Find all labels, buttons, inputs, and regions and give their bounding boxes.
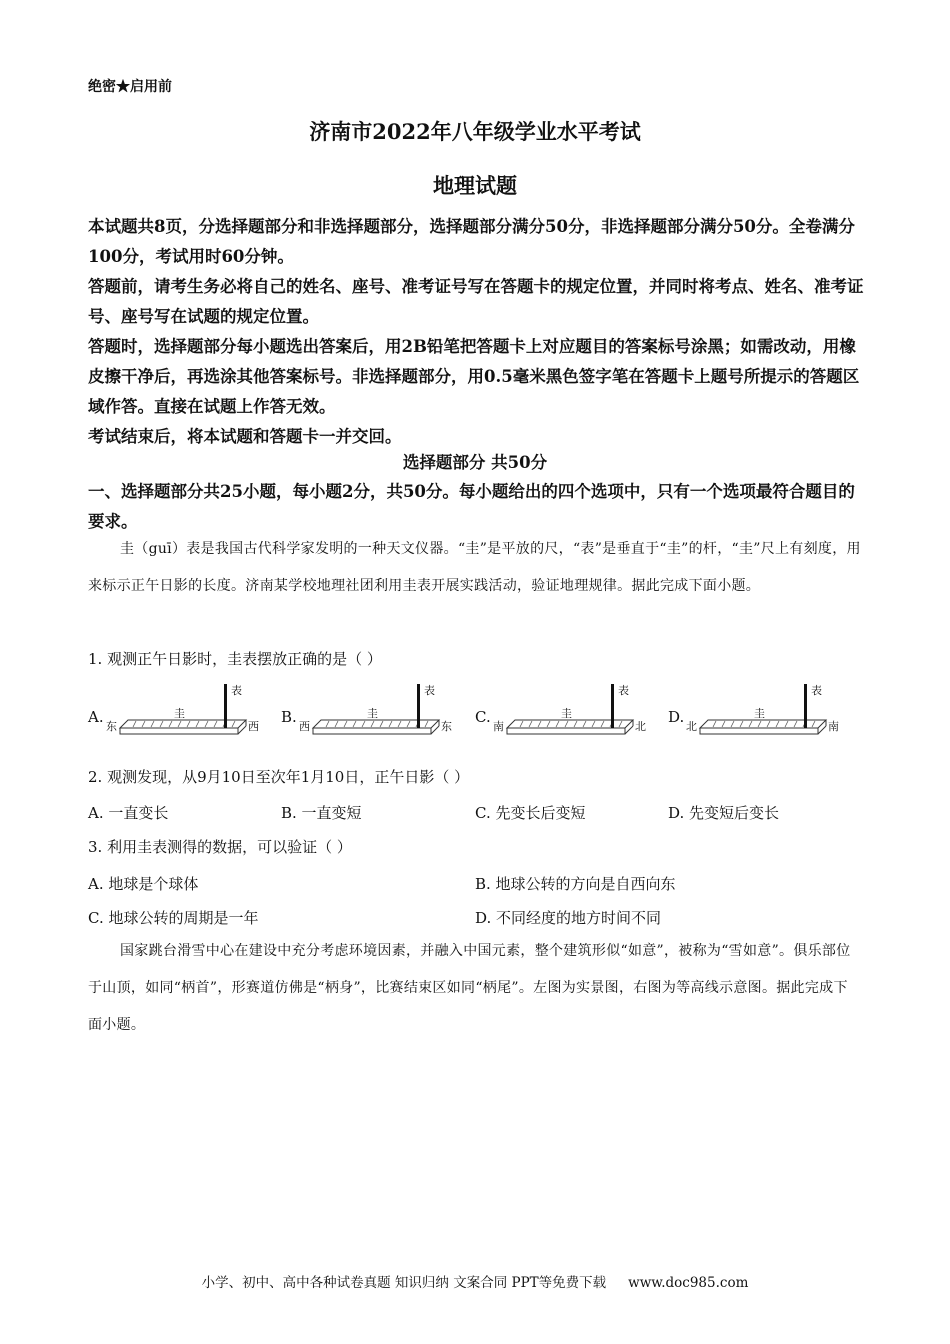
gui-tick [529, 721, 532, 727]
biao-label: 表 [811, 684, 822, 697]
gui-tick [151, 721, 154, 727]
gui-tick [142, 721, 145, 727]
gui-ruler-top [313, 720, 439, 728]
part1-title: 一、选择题部分共25小题，每小题2分，共50分。每小题给出的四个选项中，只有一个选项最符合题目的要求。 [88, 482, 855, 531]
gui-tick [196, 721, 199, 727]
gui-biao-diagram[interactable] [106, 680, 266, 746]
gui-ruler-top [120, 720, 246, 728]
direction-left-label: 南 [493, 720, 504, 733]
gui-ruler-top [700, 720, 826, 728]
gui-tick [362, 721, 365, 727]
gui-tick [160, 721, 163, 727]
q3-option-d[interactable]: D. 不同经度的地方时间不同 [475, 909, 662, 927]
q2-option-d[interactable]: D. 先变短后变长 [668, 804, 780, 822]
instructions [88, 212, 868, 452]
passage-snow-ruyi: 国家跳台滑雪中心在建设中充分考虑环境因素，并融入中国元素，整个建筑形似“如意”，被称为“雪如意”。俱乐部位于山顶，如同“柄首”，形赛道仿佛是“柄身”，比赛结束区如同“柄尾”。左图为实景图，右图为等高线示意图。据此完成下面小题。 [88, 943, 851, 1033]
gui-tick [178, 721, 181, 727]
gui-tick [389, 721, 392, 727]
q1-option-label[interactable]: D. [668, 708, 685, 726]
biao-label: 表 [618, 684, 629, 697]
gui-tick [335, 721, 338, 727]
gui-tick [556, 721, 559, 727]
gui-biao-figure [493, 680, 653, 746]
gui-biao-diagram[interactable] [686, 680, 846, 746]
direction-left-label: 东 [106, 720, 117, 733]
gui-tick [758, 721, 761, 727]
gui-ruler-side [313, 728, 431, 734]
gui-tick [380, 721, 383, 727]
confidential-mark: 绝密★启用前 [88, 79, 172, 95]
gui-ruler-side [507, 728, 625, 734]
gui-tick [794, 721, 797, 727]
gui-tick [619, 721, 622, 727]
gui-tick [583, 721, 586, 727]
q3-option-b[interactable]: B. 地球公转的方向是自西向东 [475, 875, 676, 893]
gui-tick [574, 721, 577, 727]
gui-tick [722, 721, 725, 727]
gui-tick [214, 721, 217, 727]
biao-label: 表 [231, 684, 242, 697]
biao-pole [224, 684, 227, 728]
gui-tick [592, 721, 595, 727]
gui-tick [326, 721, 329, 727]
q2-option-c[interactable]: C. 先变长后变短 [475, 804, 586, 822]
instruction-2: 答题前，请考生务必将自己的姓名、座号、准考证号写在答题卡的规定位置，并同时将考点、姓名、准考证号、座号写在试题的规定位置。 [88, 277, 864, 326]
gui-label: 圭 [754, 707, 765, 720]
gui-label: 圭 [174, 707, 185, 720]
gui-tick [407, 721, 410, 727]
direction-left-label: 北 [686, 720, 697, 733]
exam-title: 济南市2022年八年级学业水平考试 [309, 119, 641, 144]
gui-biao-figure [106, 680, 266, 746]
gui-tick [425, 721, 428, 727]
gui-tick [565, 721, 568, 727]
q1-option-label[interactable]: B. [281, 708, 297, 726]
q2-option-b[interactable]: B. 一直变短 [281, 804, 362, 822]
q1-option-label[interactable]: A. [88, 708, 104, 726]
gui-tick [767, 721, 770, 727]
passage-gui-biao: 圭（guī）表是我国古代科学家发明的一种天文仪器。“圭”是平放的尺，“表”是垂直于“圭”的杆，“圭”尺上有刻度，用来标示正午日影的长度。济南某学校地理社团利用圭表开展实践活动，验证地理规律。据此完成下面小题。 [88, 541, 861, 594]
q2-option-a[interactable]: A. 一直变长 [88, 804, 169, 822]
direction-right-label: 西 [248, 720, 259, 733]
footer [0, 1271, 950, 1291]
gui-tick [713, 721, 716, 727]
q3-option-c[interactable]: C. 地球公转的周期是一年 [88, 909, 259, 927]
gui-tick [547, 721, 550, 727]
gui-tick [731, 721, 734, 727]
gui-label: 圭 [561, 707, 572, 720]
gui-tick [353, 721, 356, 727]
gui-tick [520, 721, 523, 727]
instruction-3: 答题时，选择题部分每小题选出答案后，用2B铅笔把答题卡上对应题目的答案标号涂黑；如需改动，用橡皮擦干净后，再选涂其他答案标号。非选择题部分，用0.5毫米黑色签字笔在答题卡上题号所提示的答题区域作答。直接在试题上作答无效。 [88, 337, 860, 416]
question-2-stem: 2. 观测发现，从9月10日至次年1月10日，正午日影（ ） [88, 768, 470, 786]
gui-tick [812, 721, 815, 727]
gui-label: 圭 [367, 707, 378, 720]
q3-option-a[interactable]: A. 地球是个球体 [88, 875, 199, 893]
gui-tick [538, 721, 541, 727]
biao-pole [611, 684, 614, 728]
question-3-stem: 3. 利用圭表测得的数据，可以验证（ ） [88, 838, 352, 856]
gui-tick [169, 721, 172, 727]
section-title: 选择题部分 共50分 [402, 453, 548, 472]
gui-ruler-side [120, 728, 238, 734]
footer-url[interactable]: www.doc985.com [628, 1275, 749, 1291]
gui-tick [187, 721, 190, 727]
q1-option-label[interactable]: C. [475, 708, 491, 726]
question-1-stem: 1. 观测正午日影时，圭表摆放正确的是（ ） [88, 650, 382, 668]
gui-tick [749, 721, 752, 727]
gui-ruler-top [507, 720, 633, 728]
exam-subtitle: 地理试题 [433, 173, 517, 198]
gui-ruler-side [700, 728, 818, 734]
gui-tick [232, 721, 235, 727]
gui-tick [785, 721, 788, 727]
instruction-4: 考试结束后，将本试题和答题卡一并交回。 [88, 427, 402, 446]
biao-label: 表 [424, 684, 435, 697]
gui-tick [344, 721, 347, 727]
gui-tick [205, 721, 208, 727]
gui-tick [371, 721, 374, 727]
gui-tick [740, 721, 743, 727]
direction-right-label: 东 [441, 720, 452, 733]
direction-right-label: 南 [828, 720, 839, 733]
gui-biao-diagram[interactable] [493, 680, 653, 746]
instruction-1: 本试题共8页，分选择题部分和非选择题部分，选择题部分满分50分，非选择题部分满分50分。全卷满分100分，考试用时60分钟。 [88, 217, 855, 266]
gui-biao-diagram[interactable] [299, 680, 459, 746]
gui-biao-figure [686, 680, 846, 746]
gui-biao-figure [299, 680, 459, 746]
footer-text: 小学、初中、高中各种试卷真题 知识归纳 文案合同 PPT等免费下载 [201, 1275, 607, 1291]
gui-tick [133, 721, 136, 727]
biao-pole [804, 684, 807, 728]
gui-tick [601, 721, 604, 727]
gui-tick [398, 721, 401, 727]
biao-pole [417, 684, 420, 728]
direction-right-label: 北 [635, 720, 646, 733]
gui-tick [776, 721, 779, 727]
direction-left-label: 西 [299, 720, 310, 733]
